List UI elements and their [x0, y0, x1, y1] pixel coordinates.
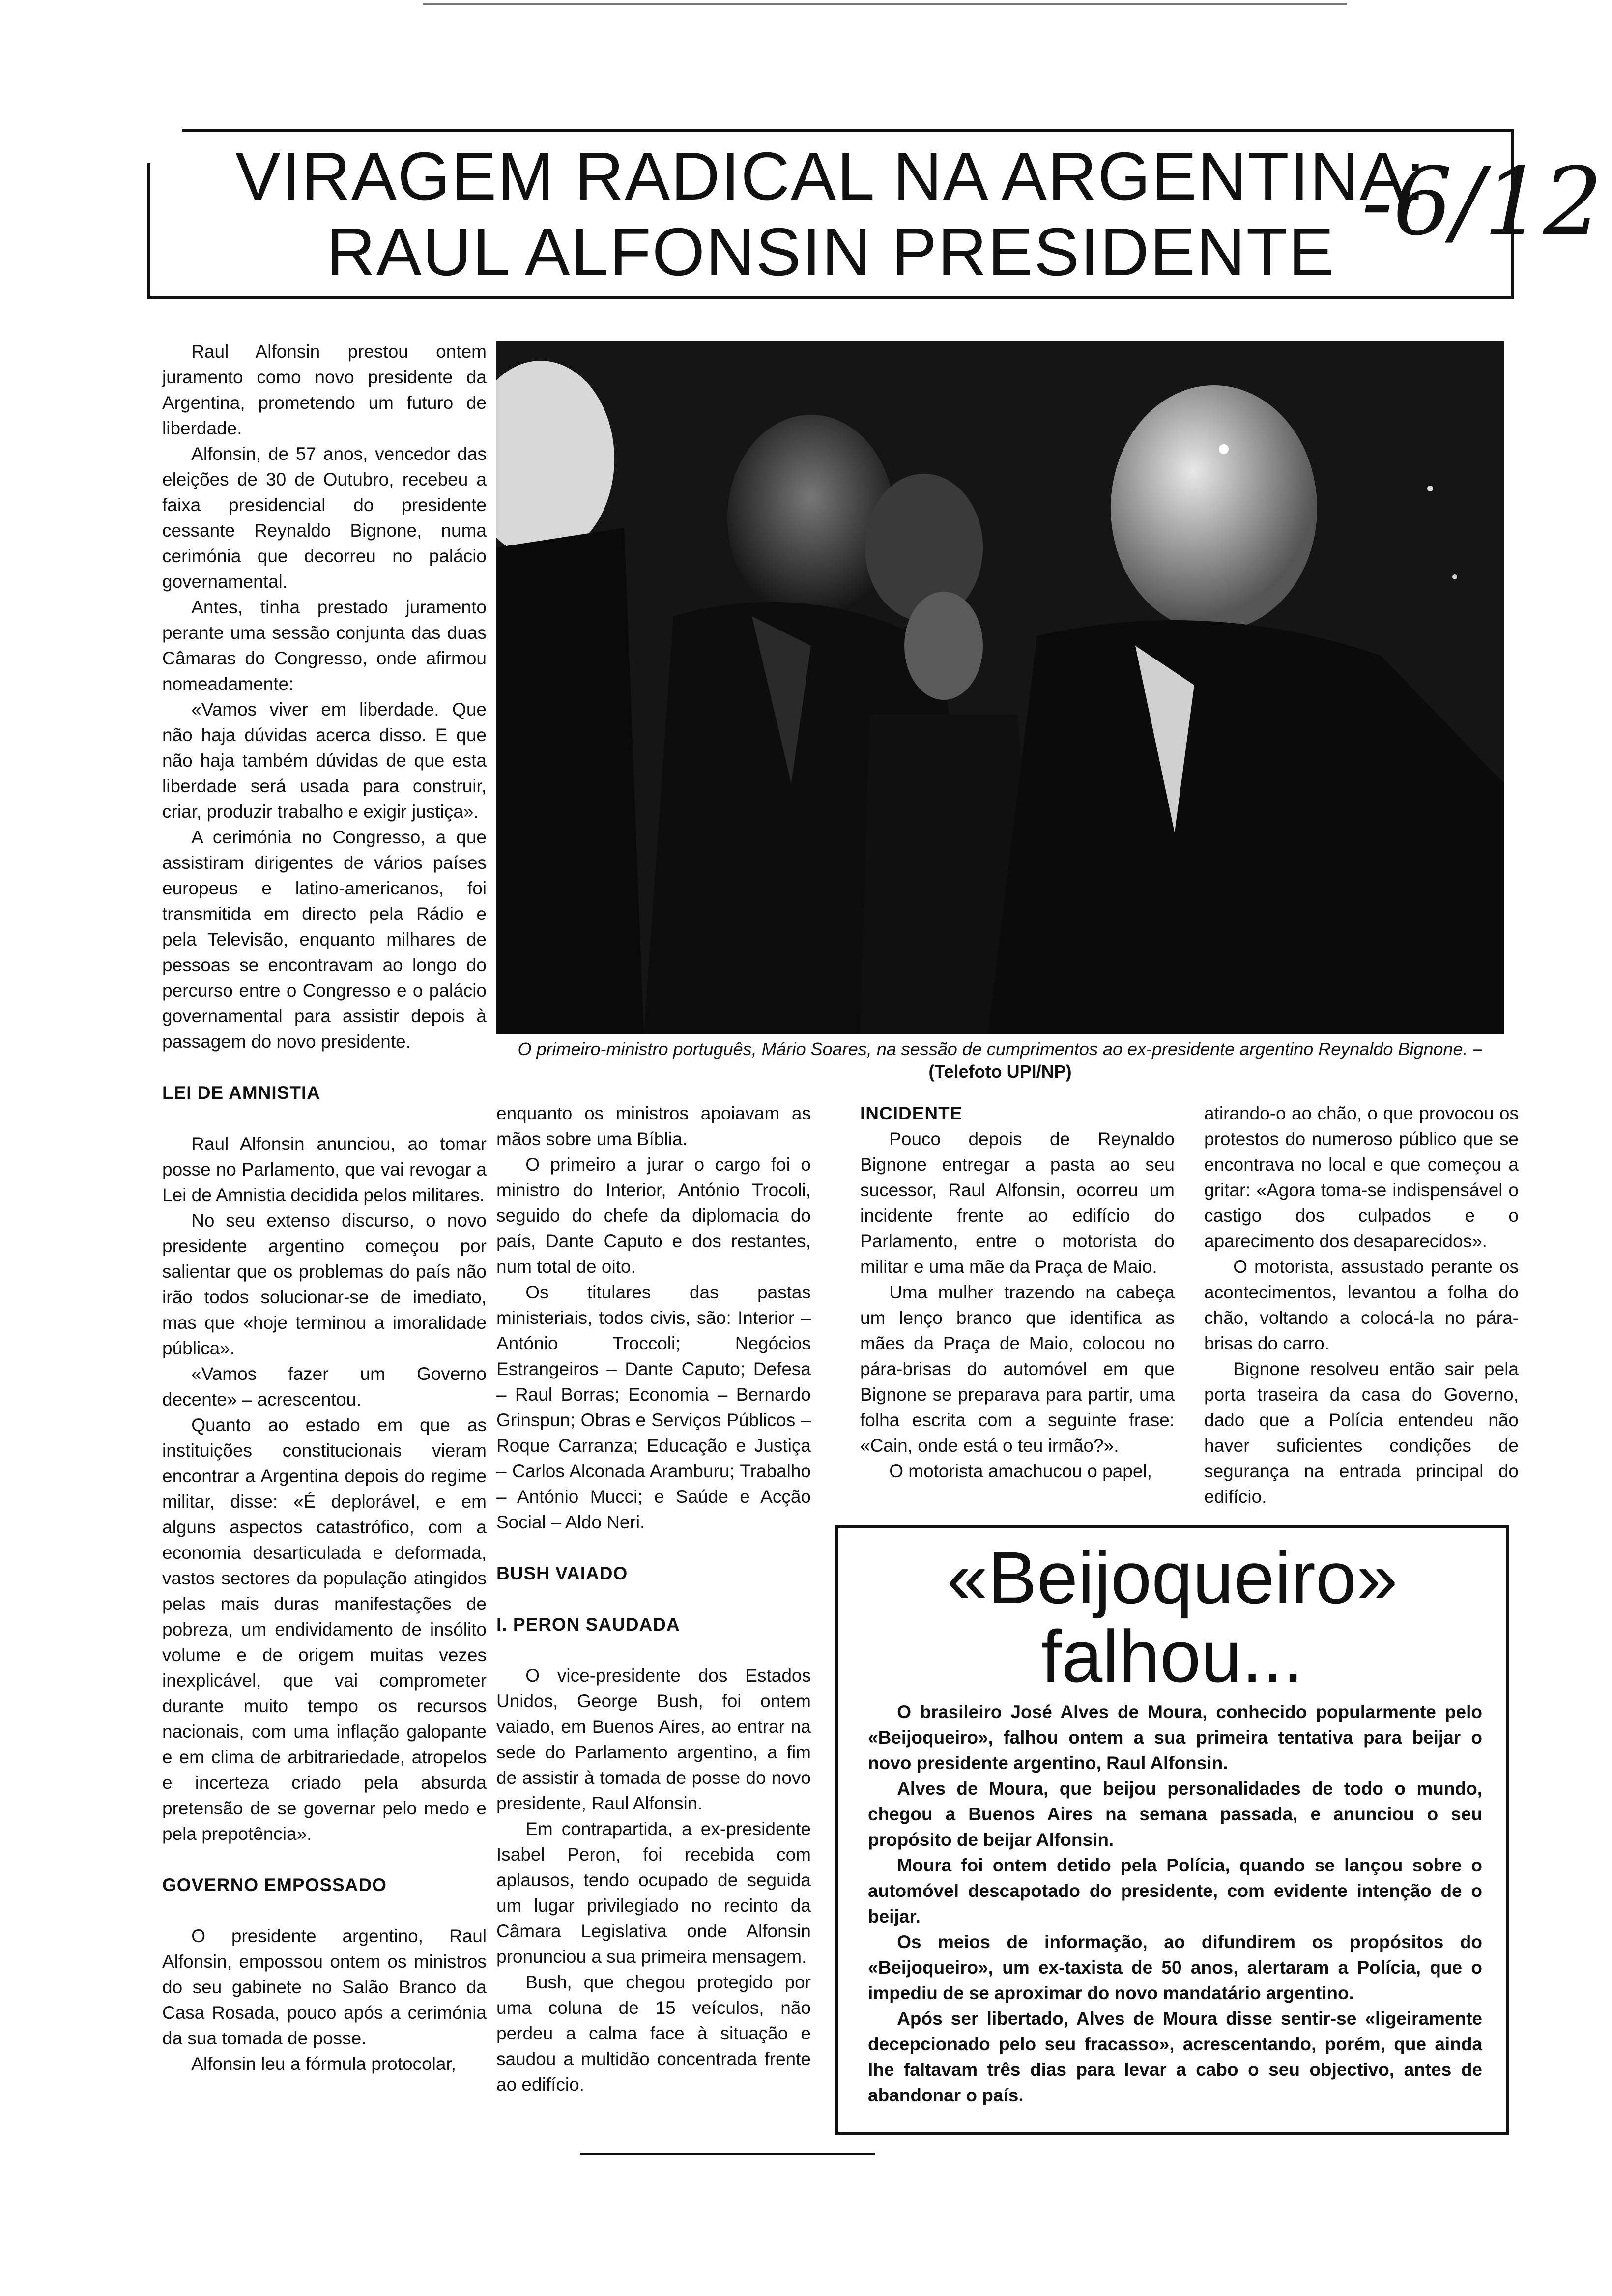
sidebar-body	[868, 1699, 1482, 2108]
paragraph: Pouco depois de Reynaldo Bignone entregar a pasta ao seu sucessor, Raul Alfonsin, ocorreu um incidente frente ao edifício do Parlamento, entre o motorista do militar e uma mãe da Praça de Maio.	[860, 1129, 1175, 1277]
paragraph: O vice-presidente dos Estados Unidos, George Bush, foi ontem vaiado, em Buenos Aires, ao entrar na sede do Parlamento argentino, a fim de assistir à tomada de posse do novo presidente, Raul Alfonsin.	[496, 1665, 811, 1813]
paragraph: enquanto os ministros apoiavam as mãos sobre uma Bíblia.	[496, 1103, 811, 1149]
paragraph: Em contrapartida, a ex-presidente Isabel Peron, foi recebida com aplausos, tendo ocupado de seguida um lugar privilegiado no recinto da Câmara Legislativa onde Alfonsin pronunciou a sua primeira mensagem.	[496, 1819, 811, 1967]
photo-illustration	[496, 341, 1504, 1034]
paragraph: No seu extenso discurso, o novo presidente argentino começou por salientar que os problemas do país não irão todos solucionar-se de imediato, mas que «hoje terminou a imoralidade pública».	[162, 1210, 487, 1358]
paragraph: «Vamos fazer um Governo decente» – acrescentou.	[162, 1364, 487, 1409]
paragraph: Alves de Moura, que beijou personalidades de todo o mundo, chegou a Buenos Aires na semana passada, e anunciou o seu propósito de beijar Alfonsin.	[868, 1779, 1482, 1850]
paragraph: Bush, que chegou protegido por uma coluna de 15 veículos, não perdeu a calma face à situação e saudou a multidão concentrada frente ao edifício.	[496, 1972, 811, 2095]
sidebar-title-line-2: falhou...	[1041, 1615, 1303, 1697]
beijoqueiro-box	[835, 1525, 1509, 2135]
paragraph: Uma mulher trazendo na cabeça um lenço branco que identifica as mães da Praça de Maio, colocou no pára-brisas do automóvel em que Bignone se preparava para partir, uma folha escrita com a seguinte frase: «Cain, onde está o teu irmão?».	[860, 1282, 1175, 1456]
caption-text: O primeiro-ministro português, Mário Soares, na sessão de cumprimentos ao ex-presidente argentino Reynaldo Bignone.	[518, 1039, 1468, 1059]
subhead-bush-vaiado: BUSH VAIADO	[496, 1563, 628, 1583]
headline-line-2: RAUL ALFONSIN PRESIDENTE	[326, 214, 1335, 290]
subhead-governo-empossado: GOVERNO EMPOSSADO	[162, 1875, 387, 1895]
photo-caption	[496, 1038, 1504, 1083]
paragraph: Alfonsin, de 57 anos, vencedor das eleições de 30 de Outubro, recebeu a faixa presidencial do presidente cessante Reynaldo Bignone, numa cerimónia que decorreu no palácio governamental.	[162, 444, 487, 592]
paragraph: Alfonsin leu a fórmula protocolar,	[191, 2054, 457, 2074]
subhead-peron-saudada: I. PERON SAUDADA	[496, 1614, 680, 1635]
column-2	[496, 1101, 811, 2097]
news-photo	[496, 341, 1504, 1034]
subhead-incidente: INCIDENTE	[860, 1103, 963, 1123]
paragraph: O primeiro a jurar o cargo foi o ministro do Interior, António Trocoli, seguido do chefe da diplomacia do país, Dante Caputo e dos restantes, num total de oito.	[496, 1154, 811, 1277]
paragraph: A cerimónia no Congresso, a que assistiram dirigentes de vários países europeus e latino-americanos, foi transmitida em directo pela Rádio e pela Televisão, enquanto milhares de pessoas se encontravam ao longo do percurso entre o Congresso e o palácio governamental para assistir depois à passagem do novo presidente.	[162, 827, 487, 1052]
column-1	[162, 339, 487, 2077]
paragraph: O presidente argentino, Raul Alfonsin, empossou ontem os ministros do seu gabinete no Salão Branco da Casa Rosada, pouco após a cerimónia da sua tomada de posse.	[162, 1926, 487, 2048]
paragraph: Moura foi ontem detido pela Polícia, quando se lançou sobre o automóvel descapotado do presidente, com evidente intenção de o beijar.	[868, 1855, 1482, 1926]
headline-box	[147, 129, 1514, 299]
paragraph: atirando-o ao chão, o que provocou os protestos do numeroso público que se encontrava no local e que começou a gritar: «Agora toma-se indispensável o castigo dos culpados e o aparecimento dos desaparecidos».	[1204, 1103, 1519, 1251]
paragraph: Os meios de informação, ao difundirem os propósitos do «Beijoqueiro», um ex-taxista de 50 anos, alertaram a Polícia, que o impediu de se aproximar do novo mandatário argentino.	[868, 1932, 1482, 2003]
handwritten-mark: -6/12	[1361, 147, 1603, 256]
paragraph: O brasileiro José Alves de Moura, conhecido popularmente pelo «Beijoqueiro», falhou ontem a sua primeira tentativa para beijar o novo presidente argentino, Raul Alfonsin.	[868, 1702, 1482, 1773]
headline-line-1: VIRAGEM RADICAL NA ARGENTINA:	[235, 139, 1426, 214]
paragraph: «Vamos viver em liberdade. Que não haja dúvidas acerca disso. E que não haja também dúvidas de que esta liberdade será usada para construir, criar, produzir trabalho e exigir justiça».	[162, 699, 487, 822]
paragraph: Quanto ao estado em que as instituições constitucionais vieram encontrar a Argentina depois do regime militar, disse: «É deplorável, e em alguns aspectos catastrófico, com a economia desarticulada e deformada, vastos sectores da população atingidos pelas mais duras manifestações de pobreza, um endividamento de insólito volume e de origem muitas vezes inexplicável, que vai comprometer durante muito tempo os recursos nacionais, com uma inflação galopante e em clima de arbitrariedade, atropelos e incerteza criado pela absurda pretensão de se governar pelo medo e pela prepotência».	[162, 1415, 487, 1844]
paragraph: Raul Alfonsin anunciou, ao tomar posse no Parlamento, que vai revogar a Lei de Amnistia decidida pelos militares.	[162, 1134, 487, 1205]
photo-credit: – (Telefoto UPI/NP)	[928, 1039, 1483, 1082]
paragraph: Bignone resolveu então sair pela porta traseira da casa do Governo, dado que a Polícia entendeu não haver suficientes condições de segurança na entrada principal do edifício.	[1204, 1359, 1519, 1507]
column-3	[860, 1101, 1175, 1484]
bottom-rule	[580, 2152, 875, 2155]
column-4	[1204, 1101, 1519, 1510]
paragraph: Raul Alfonsin prestou ontem juramento como novo presidente da Argentina, prometendo um futuro de liberdade.	[162, 342, 487, 438]
paragraph: Após ser libertado, Alves de Moura disse sentir-se «ligeiramente decepcionado pelo seu fracasso», acrescentando, porém, que ainda lhe faltavam três dias para levar a cabo o seu objectivo, antes de abandonar o país.	[868, 2009, 1482, 2105]
paragraph: Os titulares das pastas ministeriais, todos civis, são: Interior – António Troccoli; Negócios Estrangeiros – Dante Caputo; Defesa – Raul Borras; Economia – Bernardo Grinspun; Obras e Serviços Públicos – Roque Carranza; Educação e Justiça – Carlos Alconada Aramburu; Trabalho – António Mucci; e Saúde e Acção Social – Aldo Neri.	[496, 1282, 811, 1532]
sidebar-title-line-1: «Beijoqueiro»	[947, 1536, 1398, 1619]
paragraph: O motorista, assustado perante os acontecimentos, levantou a folha do chão, voltando a colocá-la no pára-brisas do carro.	[1204, 1257, 1519, 1353]
subhead-lei-de-amnistia: LEI DE AMNISTIA	[162, 1083, 320, 1103]
paragraph: O motorista amachucou o papel,	[889, 1461, 1152, 1481]
top-rule	[423, 3, 1347, 5]
paragraph: Antes, tinha prestado juramento perante uma sessão conjunta das duas Câmaras do Congresso, onde afirmou nomeadamente:	[162, 597, 487, 694]
